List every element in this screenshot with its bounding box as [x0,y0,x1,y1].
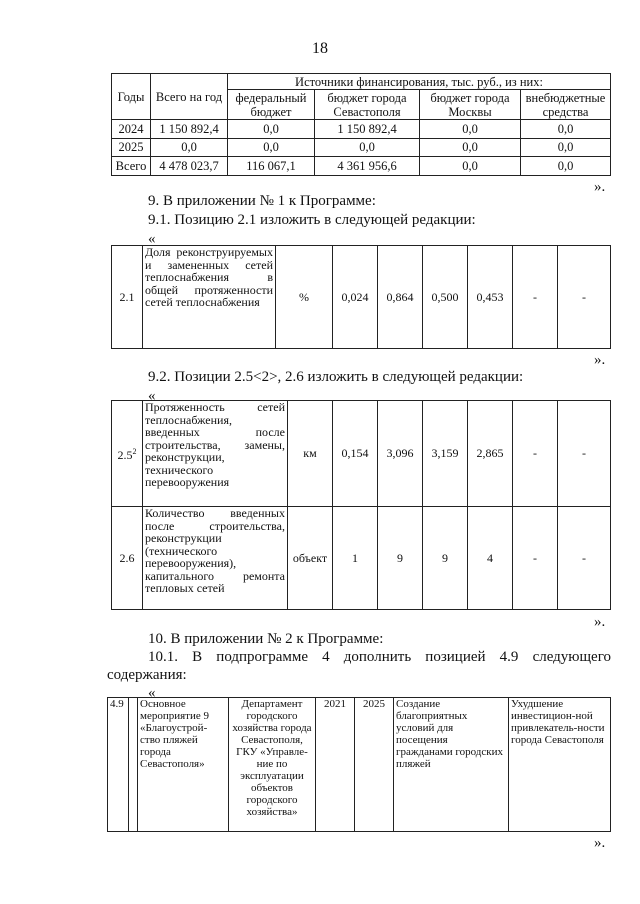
table-row: 2025 0,0 0,0 0,0 0,0 0,0 [112,138,611,157]
indicator-table-2-1 [111,245,611,349]
close-quote: ». [594,835,606,851]
heading-9: 9. В приложении № 1 к Программе: [148,193,376,209]
indicator-table-2-5-2-6 [111,400,611,610]
open-quote: « [148,231,156,247]
header-total: Всего на год [151,74,228,120]
heading-10: 10. В приложении № 2 к Программе: [148,631,384,647]
table-row: 4.9 Основное мероприятие 9 «Благоустрой-ство пляжей города Севастополя» Департамент городского хозяйства города Севастополя, ГКУ «Управле-ние по эксплуатации объектов городского хозяйства» 2021 2025 Создание благоприятных условий для посещения гражданами городских пляжей Ухудшение инвестицион-ной привлекатель-ности города Севастополя [108,698,611,832]
table-row: Всего 4 478 023,7 116 067,1 4 361 956,6 0,0 0,0 [112,157,611,176]
financing-table [111,73,611,176]
table-row: 2.6 Количество введенных после строительства, реконструкции (технического перевооружения), капитального ремонта тепловых сетей объект 1 9 9 4 - - [112,507,611,610]
header-years: Годы [112,74,151,120]
heading-9-1: 9.1. Позицию 2.1 изложить в следующей редакции: [148,212,476,228]
subprogram-table-4-9 [107,697,611,832]
header-city: бюджет города Севастополя [315,90,420,120]
close-quote: ». [594,352,606,368]
table-row: 2024 1 150 892,4 0,0 1 150 892,4 0,0 0,0 [112,120,611,139]
header-sources: Источники финансирования, тыс. руб., из них: [228,74,611,90]
table-row: $2.5^2$ Протяженность сетей теплоснабжения, введенных после строительства, замены, реконструкции, технического перевооружения км 0,154 3,096 3,159 2,865 - - [112,401,611,507]
page-number: 18 [312,40,328,57]
close-quote: ». [594,179,606,195]
heading-10-1: 10.1. В подпрограмме 4 дополнить позицией 4.9 следующего содержания: [107,649,611,683]
header-federal: федеральный бюджет [228,90,315,120]
header-moscow: бюджет города Москвы [420,90,521,120]
open-quote: « [148,685,156,701]
close-quote: ». [594,614,606,630]
heading-9-2: 9.2. Позиции 2.5<2>, 2.6 изложить в следующей редакции: [148,369,524,385]
table-row: 2.1 Доля реконструируемых и замененных сетей теплоснабжения в общей протяженности сетей теплоснабжения % 0,024 0,864 0,500 0,453 - - [112,246,611,349]
header-extra: внебюджетные средства [521,90,611,120]
open-quote: « [148,388,156,404]
